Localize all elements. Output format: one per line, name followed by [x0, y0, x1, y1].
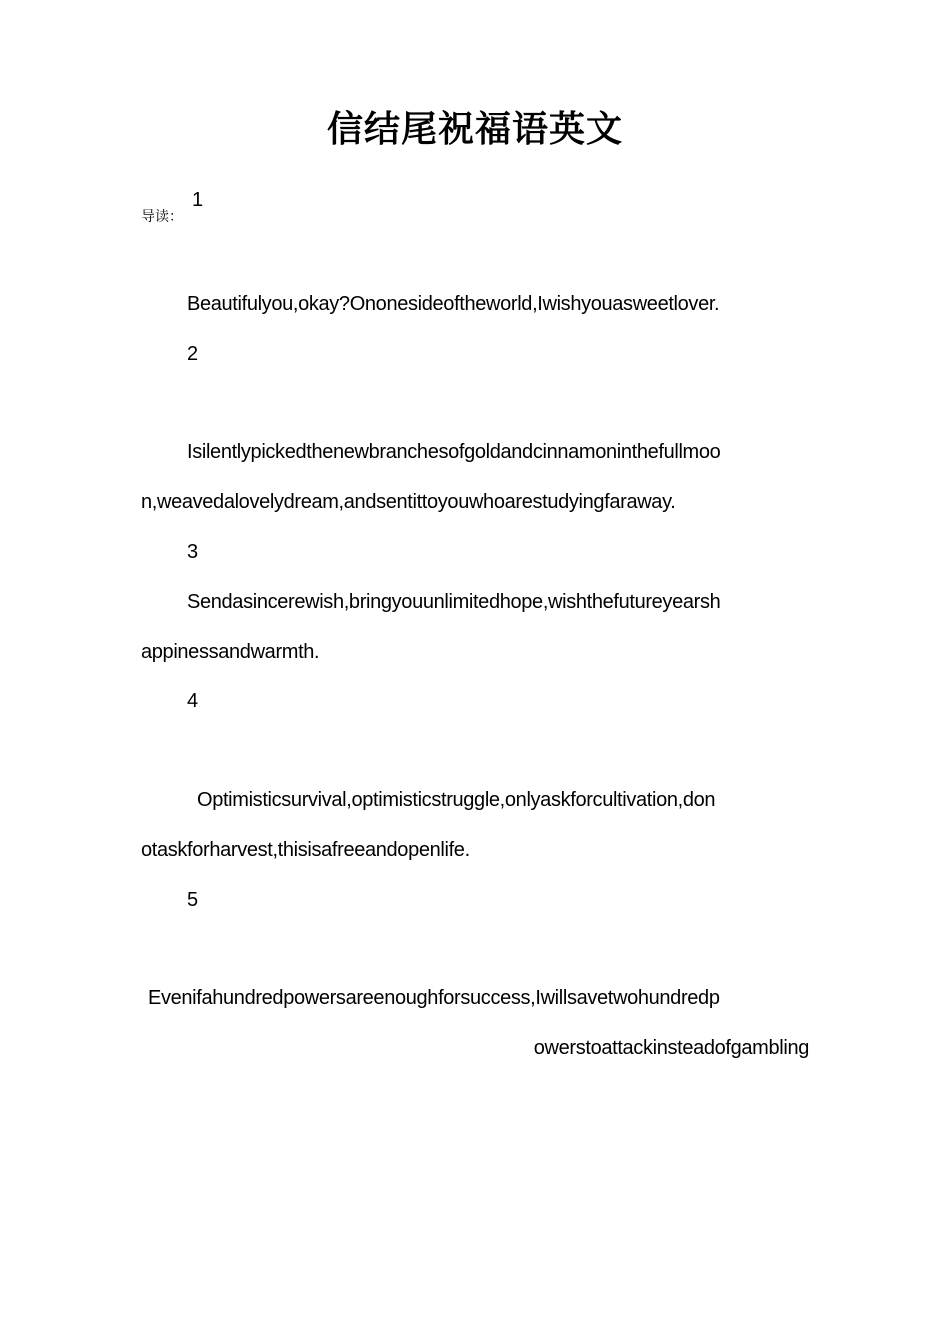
item-number: 4: [187, 690, 199, 712]
item-number: 5: [187, 889, 199, 911]
item-text-line: owerstoattackinsteadofgambling: [533, 1037, 809, 1059]
item-text-line: Optimisticsurvival,optimisticstruggle,onlyaskforcultivation,don: [197, 789, 716, 811]
lead-label: 导读：: [141, 209, 183, 225]
item-text-line: Sendasincerewish,bringyouunlimitedhope,wishthefutureyearsh: [187, 591, 721, 613]
document-title: 信结尾祝福语英文: [326, 109, 623, 150]
item-text-line: otaskforharvest,thisisafreeandopenlife.: [141, 839, 470, 861]
item-text-line: Isilentlypickedthenewbranchesofgoldandcinnamoninthefullmoo: [187, 441, 721, 463]
item-text-line: Beautifulyou,okay?Ononesideoftheworld,Iwishyouasweetlover.: [187, 293, 720, 315]
item-text-line: n,weavedalovelydream,andsentittoyouwhoarestudyingfaraway.: [141, 491, 676, 513]
item-number: 2: [187, 343, 199, 365]
item-text-line: Evenifahundredpowersareenoughforsuccess,Iwillsavetwohundredp: [148, 987, 720, 1009]
item-number: 1: [192, 189, 204, 211]
item-text-line: appinessandwarmth.: [141, 641, 320, 663]
item-number: 3: [187, 541, 199, 563]
